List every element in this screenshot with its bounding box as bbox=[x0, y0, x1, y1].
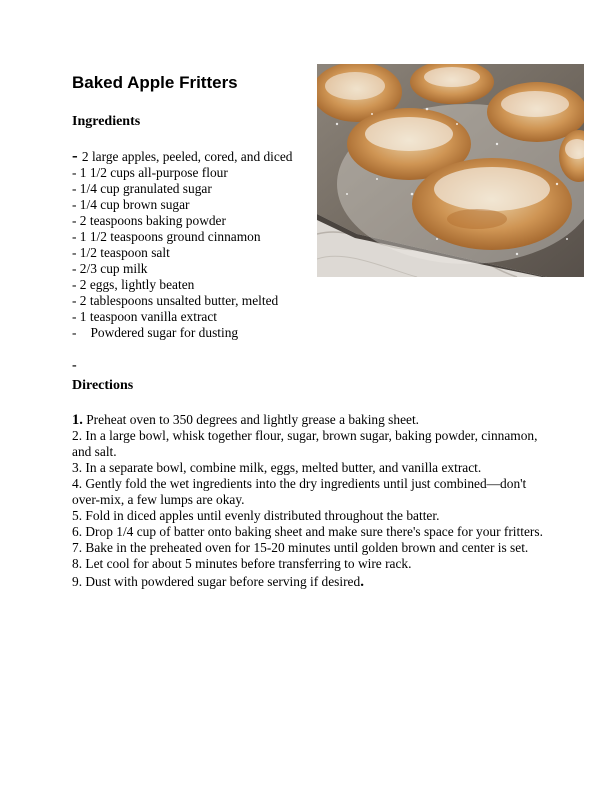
direction-step: 3. In a separate bowl, combine milk, eggs, melted butter, and vanilla extract. bbox=[72, 460, 482, 475]
ingredient-item: - Powdered sugar for dusting bbox=[72, 325, 239, 340]
ingredient-item: - 2 teaspoons baking powder bbox=[72, 213, 226, 228]
fritter-right bbox=[487, 82, 584, 142]
ingredient-item: - 1 teaspoon vanilla extract bbox=[72, 309, 218, 324]
stray-dash: - bbox=[72, 358, 77, 373]
ingredient-item: - 1 1/2 teaspoons ground cinnamon bbox=[72, 229, 261, 244]
ingredient-item: - 2 large apples, peeled, cored, and diced bbox=[72, 146, 293, 165]
directions-heading: Directions bbox=[72, 378, 134, 393]
direction-step: 7. Bake in the preheated oven for 15-20 minutes until golden brown and center is set. bbox=[72, 540, 529, 555]
direction-step: 6. Drop 1/4 cup of batter onto baking sheet and make sure there's space for your fritters. bbox=[72, 524, 543, 539]
fritter-front bbox=[412, 158, 572, 250]
ingredient-item: - 2 tablespoons unsalted butter, melted bbox=[72, 293, 279, 308]
direction-step: 1. Preheat oven to 350 degrees and lightly grease a baking sheet. bbox=[72, 412, 420, 428]
ingredients-list bbox=[72, 148, 322, 341]
direction-step: 8. Let cool for about 5 minutes before transferring to wire rack. bbox=[72, 556, 412, 571]
ingredient-item: - 1/4 cup granulated sugar bbox=[72, 181, 212, 196]
ingredient-item: - 2 eggs, lightly beaten bbox=[72, 277, 195, 292]
ingredients-heading: Ingredients bbox=[72, 114, 141, 129]
recipe-title: Baked Apple Fritters bbox=[72, 73, 238, 92]
ingredient-item: - 2/3 cup milk bbox=[72, 261, 148, 276]
fritters-photo-svg bbox=[317, 64, 584, 277]
directions-list bbox=[72, 412, 550, 590]
direction-step: 9. Dust with powdered sugar before serving if desired. bbox=[72, 574, 364, 590]
ingredient-item: - 1/2 teaspoon salt bbox=[72, 245, 170, 260]
direction-step: 4. Gently fold the wet ingredients into the dry ingredients until just combined—don't over-mix, a few lumps are okay. bbox=[72, 476, 527, 507]
direction-step: 5. Fold in diced apples until evenly distributed throughout the batter. bbox=[72, 508, 440, 523]
fritters-photo bbox=[317, 64, 584, 277]
ingredient-item: - 1/4 cup brown sugar bbox=[72, 197, 190, 212]
direction-step: 2. In a large bowl, whisk together flour, sugar, brown sugar, baking powder, cinnamon, and salt. bbox=[72, 428, 538, 459]
ingredient-item: - 1 1/2 cups all-purpose flour bbox=[72, 165, 228, 180]
